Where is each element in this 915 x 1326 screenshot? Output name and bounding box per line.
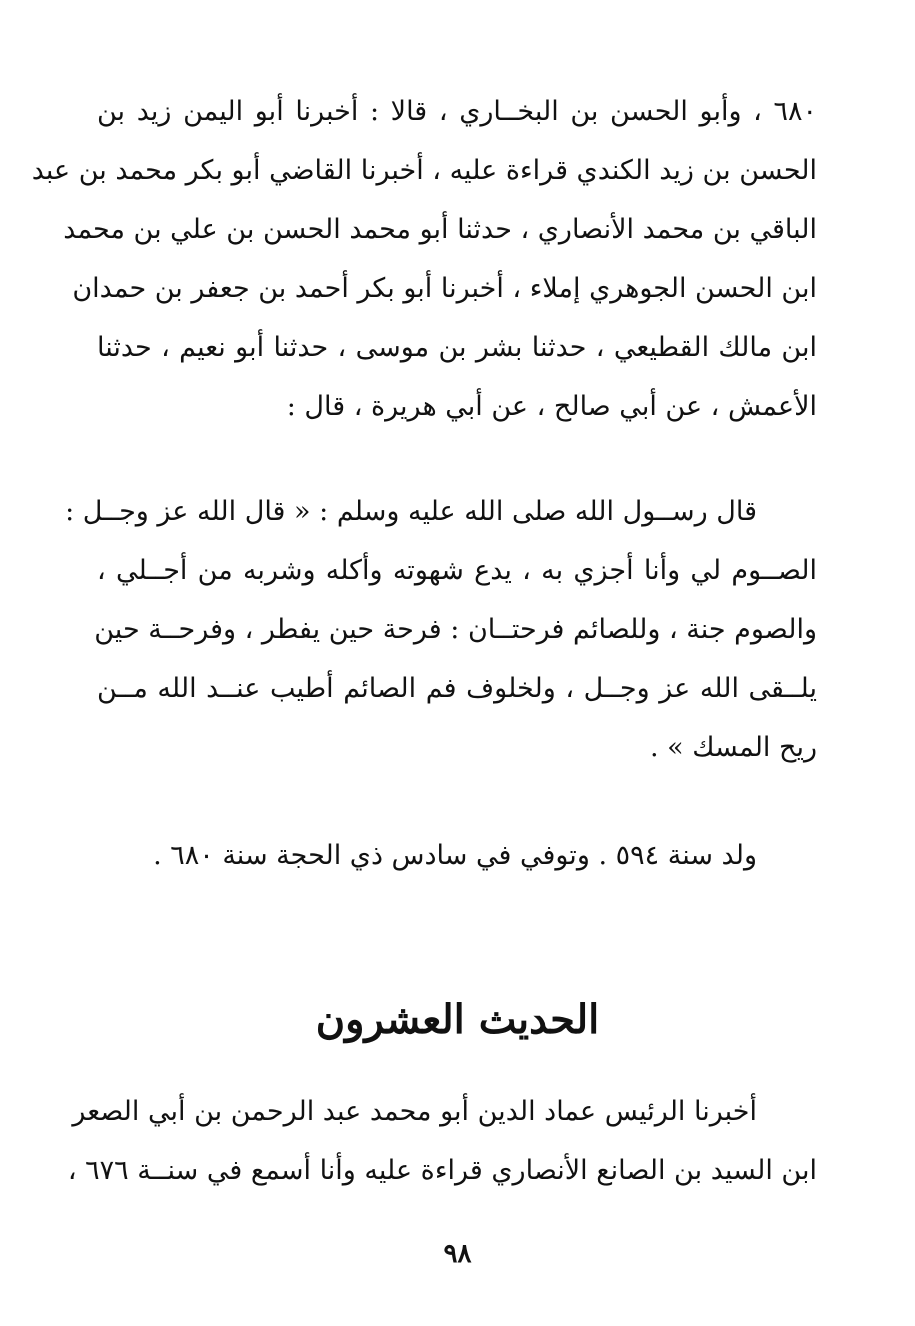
page-number: ٩٨ [443, 1239, 472, 1269]
text-line: الصــوم لي وأنا أجزي به ، يدع شهوته وأكله وشربه من أجــلي ، [97, 555, 817, 586]
text-line: الأعمش ، عن أبي صالح ، عن أبي هريرة ، قال : [286, 391, 817, 422]
text-line: ولد سنة ٥٩٤ . وتوفي في سادس ذي الحجة سنة ٦٨٠ . [153, 840, 757, 871]
isnad-paragraph-2 [67, 1082, 817, 1200]
text-line: الباقي بن محمد الأنصاري ، حدثنا أبو محمد الحسن بن علي بن محمد [63, 214, 817, 245]
text-line: ابن السيد بن الصانع الأنصاري قراءة عليه وأنا أسمع في سنــة ٦٧٦ ، [67, 1155, 817, 1186]
isnad-paragraph [31, 82, 817, 436]
text-line: ابن مالك القطيعي ، حدثنا بشر بن موسى ، حدثنا أبو نعيم ، حدثنا [97, 332, 817, 363]
text-line: ابن الحسن الجوهري إملاء ، أخبرنا أبو بكر أحمد بن جعفر بن حمدان [72, 273, 817, 304]
biography-note [97, 826, 817, 885]
text-line: ٦٨٠ ، وأبو الحسن بن البخــاري ، قالا : أخبرنا أبو اليمن زيد بن [97, 96, 817, 127]
hadith-text-paragraph [65, 482, 817, 777]
text-line: قال رســول الله صلى الله عليه وسلم : « قال الله عز وجــل : [65, 496, 757, 527]
text-line: أخبرنا الرئيس عماد الدين أبو محمد عبد الرحمن بن أبي الصعر [72, 1096, 757, 1127]
text-line: ريح المسك » . [649, 732, 817, 763]
section-title: الحديث العشرون [315, 996, 600, 1043]
text-line: الحسن بن زيد الكندي قراءة عليه ، أخبرنا القاضي أبو بكر محمد بن عبد [31, 155, 817, 186]
text-line: يلــقى الله عز وجــل ، ولخلوف فم الصائم أطيب عنــد الله مــن [97, 673, 817, 704]
text-line: والصوم جنة ، وللصائم فرحتــان : فرحة حين يفطر ، وفرحــة حين [94, 614, 817, 645]
